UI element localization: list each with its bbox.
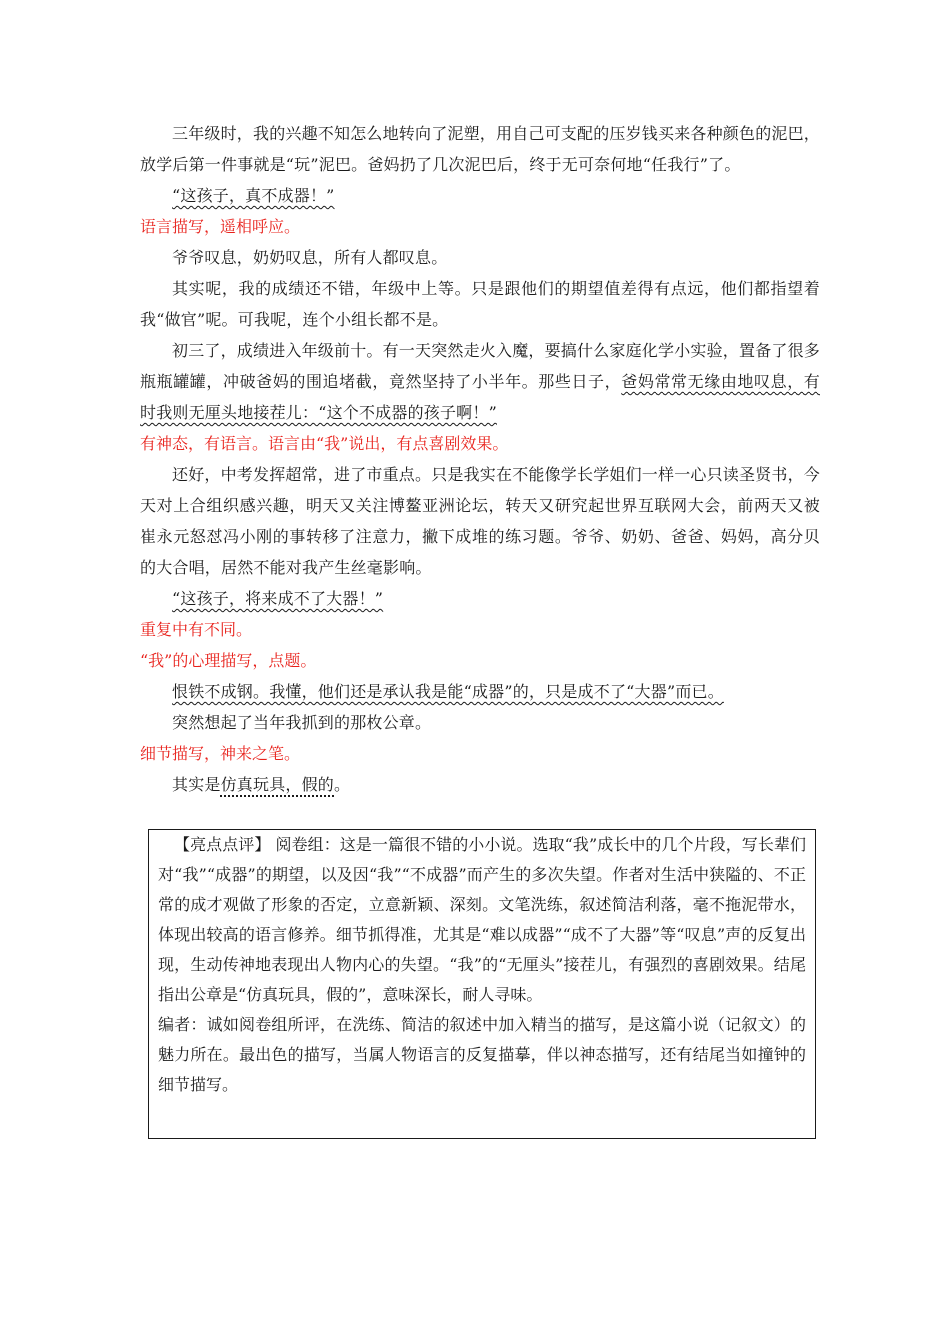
paragraph [140,769,820,800]
paragraph: 突然想起了当年我抓到的那枚公章。 [172,713,432,732]
quote-underlined: “这孩子，真不成器！” [172,186,335,205]
paragraph: 三年级时，我的兴趣不知怎么地转向了泥塑，用自己可支配的压岁钱买来各种颜色的泥巴，放学后第一件事就是“玩”泥巴。爸妈扔了几次泥巴后，终于无可奈何地“任我行”了。 [140,124,821,174]
paragraph [140,676,820,707]
underlined-text: 爸妈常常无缘由地叹息，有时我则无厘头地接茬儿：“这个不成器的孩子啊！” [140,372,820,422]
review-box [148,829,816,1139]
review-paragraph [158,830,806,1010]
margin-note: 有神态，有语言。语言由“我”说出，有点喜剧效果。 [140,434,509,453]
paragraph [140,335,820,428]
margin-note: 重复中有不同。 [140,620,253,639]
margin-note: “我”的心理描写，点题。 [140,651,317,670]
quote-paragraph [140,583,820,614]
paragraph: 其实呢，我的成绩还不错，年级中上等。只是跟他们的期望值差得有点远，他们都指望着我“做官”呢。可我呢，连个小组长都不是。 [140,279,820,329]
margin-note: 语言描写，遥相呼应。 [140,217,301,236]
quote-underlined: “这孩子，将来成不了大器！” [172,589,384,608]
review-body: 阅卷组：这是一篇很不错的小小说。选取“我”成长中的几个片段，写长辈们对“我”“成器”的期望，以及因“我”“不成器”而产生的多次失望。作者对生活中狭隘的、不正常的成才观做了形象的否定，立意新颖、深刻。文笔洗练，叙述简洁利落，毫不拖泥带水，体现出较高的语言修养。细节抓得准，尤其是“难以成器”“成不了大器”等“叹息”声的反复出现，生动传神地表现出人物内心的失望。“我”的“无厘头”接茬儿，有强烈的喜剧效果。结尾指出公章是“仿真玩具，假的”，意味深长，耐人寻味。 [158,835,806,1004]
editor-paragraph: 编者：诚如阅卷组所评，在洗练、简洁的叙述中加入精当的描写，是这篇小说（记叙文）的魅力所在。最出色的描写，当属人物语言的反复描摹，伴以神态描写，还有结尾当如撞钟的细节描写。 [158,1015,806,1094]
underlined-text: 恨铁不成钢。我懂，他们还是承认我是能“成器”的，只是成不了“大器”而已。 [172,682,724,701]
review-tag: 【亮点点评】 [174,835,271,854]
emphasized-text: 仿真玩具，假的 [220,775,335,794]
paragraph-text: 初三了，成绩进入年级前十。有一天突然走火入魔，要搞什么家庭化学小实验，置备了很多瓶瓶罐罐，冲破爸妈的围追堵截，竟然坚持了小半年。那些日子， [140,341,821,391]
paragraph: 爷爷叹息，奶奶叹息，所有人都叹息。 [172,248,448,267]
paragraph: 还好，中考发挥超常，进了市重点。只是我实在不能像学长学姐们一样一心只读圣贤书，今天对上合组织感兴趣，明天又关注博鳌亚洲论坛，转天又研究起世界互联网大会，前两天又被崔永元怒怼冯小刚的事转移了注意力，撇下成堆的练习题。爷爷、奶奶、爸爸、妈妈，高分贝的大合唱，居然不能对我产生丝毫影响。 [140,465,821,577]
paragraph-text: 。 [334,775,351,794]
paragraph-text: 其实是 [172,775,221,794]
margin-note: 细节描写，神来之笔。 [140,744,301,763]
essay-body [140,118,820,800]
quote-paragraph [140,180,820,211]
